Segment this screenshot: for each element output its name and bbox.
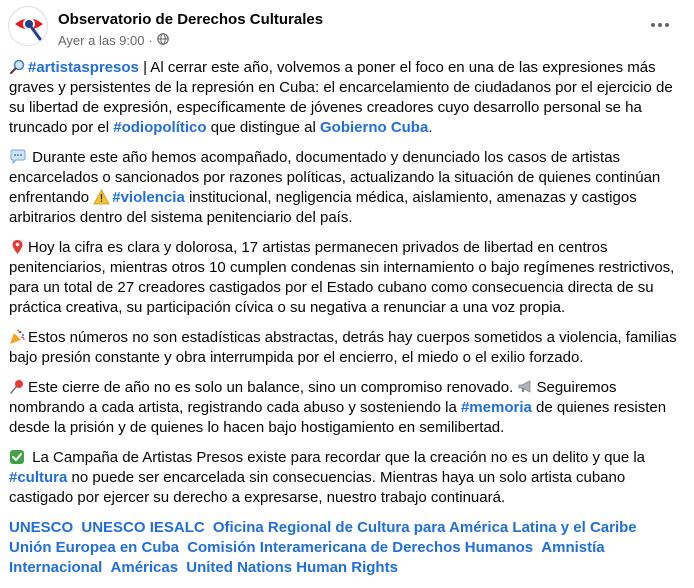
paragraph-5-text-a: Este cierre de año no es solo un balance, sino un compromiso renovado. <box>28 379 518 396</box>
paragraph-2 <box>9 148 684 228</box>
post-meta <box>58 33 169 48</box>
tag-un-human-rights[interactable]: United Nations Human Rights <box>186 559 398 576</box>
paragraph-3-text: Hoy la cifra es clara y dolorosa, 17 artistas permanecen privados de libertad en centros penitenciarios, mientras otros 10 cumplen condenas sin internamiento o bajo regímenes restrictivos, para un total de 27 creadores castigados por el Estado cubano como consecuencia directa de su práctica creativa, su participación cívica o su negativa a renunciar a una voz propia. <box>9 239 675 316</box>
hashtag-memoria[interactable]: #memoria <box>460 399 532 416</box>
paragraph-1-text-a: | Al cerrar este año, volvemos a poner el foco en una de las expresiones más graves y persistentes de la represión en Cuba: el encarcelamiento de ciudadanos por el ejercicio de su libertad de expresión, específicamente de jóvenes creadores cuyo desarrollo personal se ha truncado por el <box>9 59 673 136</box>
post-header <box>8 6 694 52</box>
tag-union-europea-cuba[interactable]: Unión Europea en Cuba <box>9 539 180 556</box>
tag-americas[interactable]: Américas <box>110 559 179 576</box>
meta-separator: · <box>148 33 153 48</box>
paragraph-5-text-c: de quienes resisten desde la prisión y de quienes lo hacen bajo hostigamiento en semilibertad. <box>9 399 667 436</box>
paragraph-4 <box>9 328 684 368</box>
globe-icon[interactable] <box>157 33 169 48</box>
tagged-pages <box>9 518 684 578</box>
page-avatar[interactable] <box>8 6 48 46</box>
check-mark-emoji-icon <box>9 449 26 465</box>
tag-oficina-regional-cultura[interactable]: Oficina Regional de Cultura para América Latina y el Caribe <box>212 519 637 536</box>
megaphone-emoji-icon <box>517 379 534 395</box>
paragraph-1-text-c: . <box>428 119 433 136</box>
more-options-icon[interactable] <box>646 14 674 36</box>
paragraph-1-text-b: que distingue al <box>206 119 320 136</box>
speech-bubble-emoji-icon <box>9 149 26 165</box>
tag-unesco-iesalc[interactable]: UNESCO IESALC <box>81 519 205 536</box>
hashtag-cultura[interactable]: #cultura <box>9 469 68 486</box>
mention-gobierno-cuba[interactable]: Gobierno Cuba <box>319 119 429 136</box>
hashtag-violencia[interactable]: #violencia <box>112 189 185 206</box>
party-popper-emoji-icon <box>9 329 26 345</box>
post-body <box>9 58 684 588</box>
paragraph-2-text-a: Durante este año hemos acompañado, documentado y denunciado los casos de artistas encarcelados o sancionados por razones políticas, actualizando la situación de quienes continúan enfrentando <box>9 149 661 206</box>
paragraph-6-text-a: La Campaña de Artistas Presos existe para recordar que la creación no es un delito y que la <box>28 449 646 466</box>
page-name-link[interactable]: Observatorio de Derechos Culturales <box>58 11 324 28</box>
paragraph-6-text-b: no puede ser encarcelada sin consecuencias. Mientras haya un solo artista cubano castigado por ejercer su derecho a expresarse, nuestro trabajo continuará. <box>9 469 626 506</box>
paragraph-6 <box>9 448 684 508</box>
warning-emoji-icon <box>93 189 110 205</box>
hashtag-artistaspresos[interactable]: #artistaspresos <box>28 59 139 76</box>
post-timestamp[interactable]: Ayer a las 9:00 <box>58 33 145 48</box>
tag-cidh[interactable]: Comisión Interamericana de Derechos Humanos <box>187 539 534 556</box>
paragraph-4-text: Estos números no son estadísticas abstractas, detrás hay cuerpos sometidos a violencia, familias bajo presión constante y obra interrumpida por el encierro, el miedo o el exilio forzado. <box>9 329 677 366</box>
tag-unesco[interactable]: UNESCO <box>9 519 74 536</box>
paragraph-5 <box>9 378 684 438</box>
pushpin-emoji-icon <box>9 379 26 395</box>
pin-emoji-icon <box>9 239 26 255</box>
hashtag-odiopolitico[interactable]: #odiopolítico <box>113 119 207 136</box>
paragraph-3 <box>9 238 684 318</box>
paragraph-2-text-b: institucional, negligencia médica, aislamiento, amenazas y castigos arbitrarios dentro del sistema penitenciario del país. <box>9 189 637 226</box>
magnifier-emoji-icon <box>9 59 26 75</box>
paragraph-1 <box>9 58 684 138</box>
tag-amnistia-internacional[interactable]: Amnistía Internacional <box>9 539 605 576</box>
paragraph-5-text-b: Seguiremos nombrando a cada artista, registrando cada abuso y sosteniendo la <box>9 379 617 416</box>
